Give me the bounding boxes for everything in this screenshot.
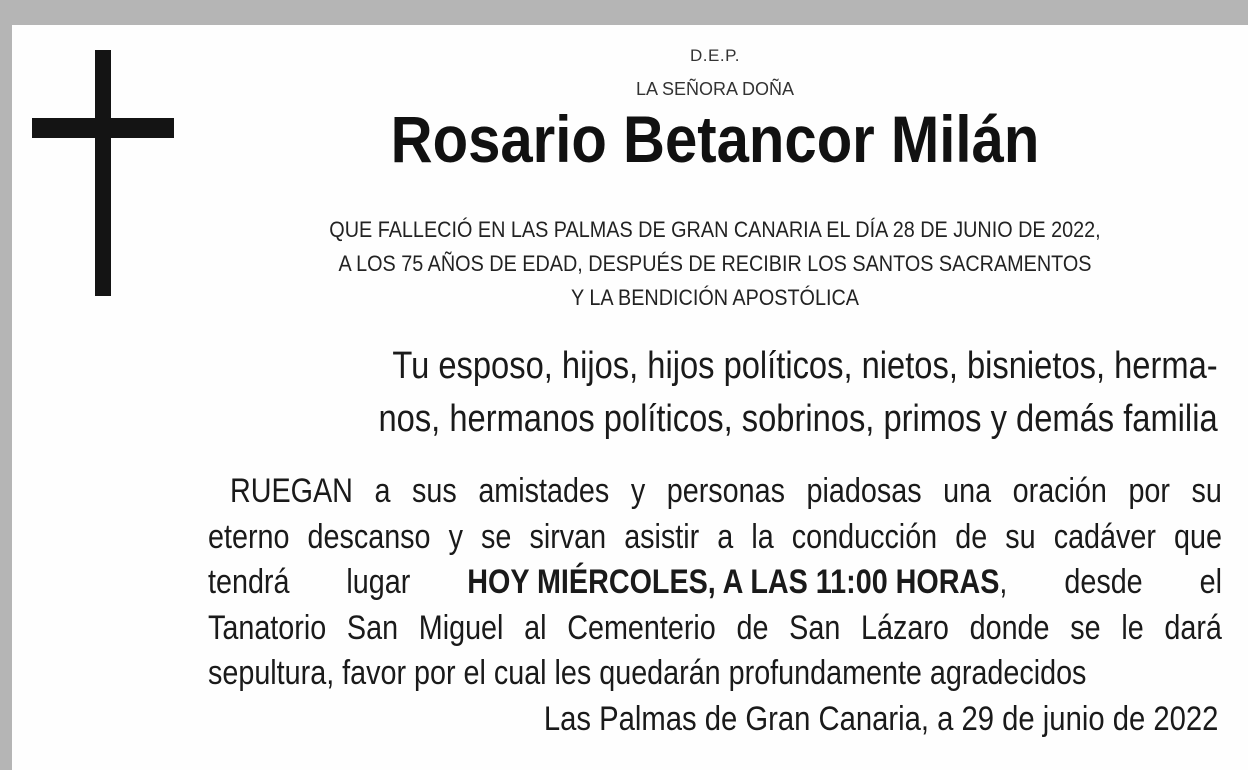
prayer-word: San [346,608,399,647]
prayer-word: de [955,517,988,556]
prayer-word: a [374,472,391,510]
prayer-word: de [736,608,769,647]
prayer-line [208,469,1222,515]
prayer-word: el [1199,563,1222,601]
prayer-word: oración [1012,472,1107,510]
family-line: nos, hermanos políticos, sobrinos, primos y demás familia [378,398,1218,440]
prayer-word: se [1070,608,1101,647]
prayer-line [208,515,1222,561]
prayer-word: eterno [208,517,290,556]
family-mourners [208,340,1218,446]
prayer-word: sirvan [529,517,607,556]
prayer-word: asistir [624,517,700,556]
prayer-word: al [524,608,547,647]
prayer-request [208,469,1222,697]
prayer-word: San [789,608,841,647]
honorific-label: LA SEÑORA DOÑA [635,79,795,99]
prayer-word: cadáver [1053,517,1156,556]
prayer-word: descanso [307,517,431,556]
death-notice-line: Y LA BENDICIÓN APOSTÓLICA [571,285,859,310]
dep-label: D.E.P. [690,46,740,65]
prayer-word: y [448,517,463,556]
prayer-word: personas [666,472,785,510]
prayer-word: por [1128,472,1170,510]
death-notice [261,213,1170,315]
prayer-line: sepultura, favor por el cual les quedarán profundamente agradecidos [208,654,1087,692]
prayer-word: a [717,517,734,556]
ceremony-time: HOY MIÉRCOLES, A LAS 11:00 HORAS, [467,563,1008,601]
place-date: Las Palmas de Gran Canaria, a 29 de junio de 2022 [543,700,1218,738]
prayer-line [208,560,1222,606]
prayer-word: su [1005,517,1036,556]
prayer-word: conducción [791,517,938,556]
prayer-word: RUEGAN [229,472,353,510]
prayer-word: la [751,517,774,556]
prayer-line [208,606,1222,652]
prayer-word: sus [412,472,457,510]
prayer-word: lugar [346,563,411,601]
prayer-word: su [1191,472,1222,510]
prayer-word: una [943,472,992,510]
prayer-word: dará [1164,608,1222,647]
prayer-word: desde [1064,563,1143,601]
prayer-word: donde [969,608,1050,647]
death-notice-line: QUE FALLECIÓ EN LAS PALMAS DE GRAN CANARIA EL DÍA 28 DE JUNIO DE 2022, [329,217,1101,242]
prayer-word: y [630,472,646,510]
prayer-word: Tanatorio [208,608,327,647]
prayer-word: tendrá [208,563,290,601]
prayer-word: amistades [478,472,610,510]
prayer-word: que [1173,517,1222,556]
prayer-word: Cementerio [567,608,716,647]
prayer-word: Miguel [418,608,504,647]
family-line: Tu esposo, hijos, hijos políticos, nietos, bisnietos, herma- [392,345,1218,387]
deceased-name: Rosario Betancor Milán [390,102,1040,176]
prayer-word: piadosas [806,472,922,510]
prayer-word: se [481,517,512,556]
prayer-word: Lázaro [861,608,949,647]
prayer-word: le [1121,608,1144,647]
death-notice-line: A LOS 75 AÑOS DE EDAD, DESPUÉS DE RECIBIR LOS SANTOS SACRAMENTOS [338,251,1092,276]
